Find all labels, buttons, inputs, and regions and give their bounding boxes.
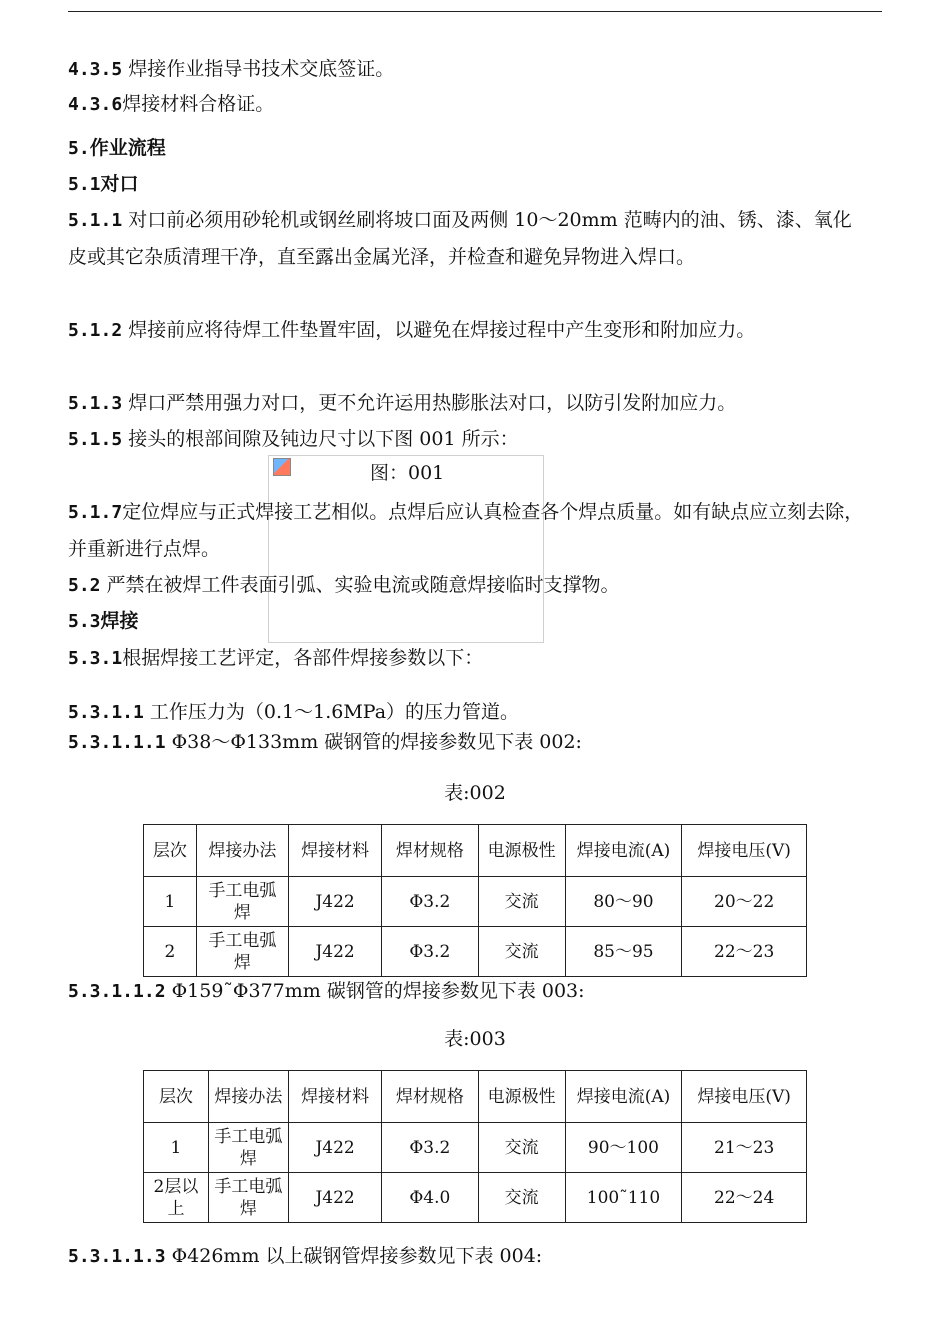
table-003-caption: 表:003	[444, 1028, 506, 1050]
clause-5-1-7: 5.1.7定位焊应与正式焊接工艺相似。点焊后应认真检查各个焊点质量。如有缺点应立刻去除，并重新进行点焊。	[68, 501, 864, 560]
header-cell: 焊接办法	[208, 1071, 288, 1123]
table-cell: 1	[144, 1123, 209, 1173]
clause-4-3-5: 4.3.5 焊接作业指导书技术交底签证。	[68, 58, 395, 80]
header-cell: 焊接材料	[288, 825, 381, 877]
clause-4-3-6: 4.3.6焊接材料合格证。	[68, 93, 275, 115]
table-cell: 22～23	[682, 927, 807, 977]
table-cell: J422	[288, 1123, 381, 1173]
table-row	[144, 927, 807, 977]
clause-5-3-1-1: 5.3.1.1 工作压力为（0.1～1.6MPa）的压力管道。	[68, 701, 520, 723]
header-cell: 层次	[144, 1071, 209, 1123]
table-cell: J422	[288, 877, 381, 927]
header-cell: 焊接电压(V)	[682, 1071, 807, 1123]
table-cell: J422	[288, 1173, 381, 1223]
table-003-header-row	[144, 1071, 807, 1123]
table-cell: Φ3.2	[382, 1123, 478, 1173]
clause-5-1-2: 5.1.2 焊接前应将待焊工件垫置牢固，以避免在焊接过程中产生变形和附加应力。	[68, 319, 756, 341]
table-cell: 2层以上	[144, 1173, 209, 1223]
table-cell: 1	[144, 877, 197, 927]
table-cell: 22～24	[682, 1173, 807, 1223]
table-002-header-row	[144, 825, 807, 877]
table-row	[144, 1123, 807, 1173]
figure-caption: 图：001	[370, 462, 445, 484]
header-cell: 焊接电流(A)	[565, 1071, 682, 1123]
table-002	[143, 824, 807, 977]
table-cell: 21～23	[682, 1123, 807, 1173]
table-003	[143, 1070, 807, 1223]
table-cell: 80～90	[565, 877, 682, 927]
heading-5-1: 5.1对口	[68, 173, 139, 195]
header-rule	[68, 11, 882, 12]
header-cell: 焊接电流(A)	[565, 825, 682, 877]
clause-5-3-1-1-1: 5.3.1.1.1 Φ38～Φ133mm 碳钢管的焊接参数见下表 002:	[68, 731, 582, 753]
table-cell: 手工电弧焊	[196, 877, 288, 927]
clause-5-2: 5.2 严禁在被焊工件表面引弧、实验电流或随意焊接临时支撑物。	[68, 574, 620, 596]
table-cell: 20～22	[682, 877, 807, 927]
table-row	[144, 1173, 807, 1223]
heading-5-3: 5.3焊接	[68, 610, 139, 632]
clause-5-3-1-1-2: 5.3.1.1.2 Φ159˜Φ377mm 碳钢管的焊接参数见下表 003:	[68, 980, 585, 1002]
header-cell: 焊接办法	[196, 825, 288, 877]
table-cell: 手工电弧焊	[196, 927, 288, 977]
table-cell: J422	[288, 927, 381, 977]
clause-5-1-3: 5.1.3 焊口严禁用强力对口，更不允许运用热膨胀法对口，以防引发附加应力。	[68, 392, 737, 414]
header-cell: 焊接材料	[288, 1071, 381, 1123]
table-cell: 2	[144, 927, 197, 977]
header-cell: 电源极性	[478, 825, 565, 877]
table-cell: 交流	[478, 927, 565, 977]
table-row	[144, 877, 807, 927]
table-cell: 100˜110	[565, 1173, 682, 1223]
broken-image-icon	[273, 458, 291, 476]
table-cell: 手工电弧焊	[208, 1173, 288, 1223]
table-002-caption: 表:002	[444, 782, 506, 804]
heading-5: 5.作业流程	[68, 137, 166, 159]
table-cell: 交流	[478, 877, 565, 927]
header-cell: 焊接电压(V)	[682, 825, 807, 877]
header-cell: 层次	[144, 825, 197, 877]
clause-5-3-1-1-3: 5.3.1.1.3 Φ426mm 以上碳钢管焊接参数见下表 004:	[68, 1245, 543, 1267]
clause-5-3-1: 5.3.1根据焊接工艺评定，各部件焊接参数以下：	[68, 647, 484, 669]
table-cell: 85～95	[565, 927, 682, 977]
header-cell: 电源极性	[478, 1071, 565, 1123]
table-cell: Φ3.2	[382, 927, 478, 977]
table-cell: 交流	[478, 1123, 565, 1173]
clause-5-1-5: 5.1.5 接头的根部间隙及钝边尺寸以下图 001 所示：	[68, 428, 519, 450]
header-cell: 焊材规格	[382, 825, 478, 877]
clause-5-1-1: 5.1.1 对口前必须用砂轮机或钢丝刷将坡口面及两侧 10～20mm 范畴内的油、锈、漆、氧化皮或其它杂质清理干净，直至露出金属光泽，并检查和避免异物进入焊口。	[68, 209, 852, 268]
table-cell: Φ4.0	[382, 1173, 478, 1223]
table-cell: 90～100	[565, 1123, 682, 1173]
table-cell: 交流	[478, 1173, 565, 1223]
header-cell: 焊材规格	[382, 1071, 478, 1123]
table-cell: Φ3.2	[382, 877, 478, 927]
table-cell: 手工电弧焊	[208, 1123, 288, 1173]
